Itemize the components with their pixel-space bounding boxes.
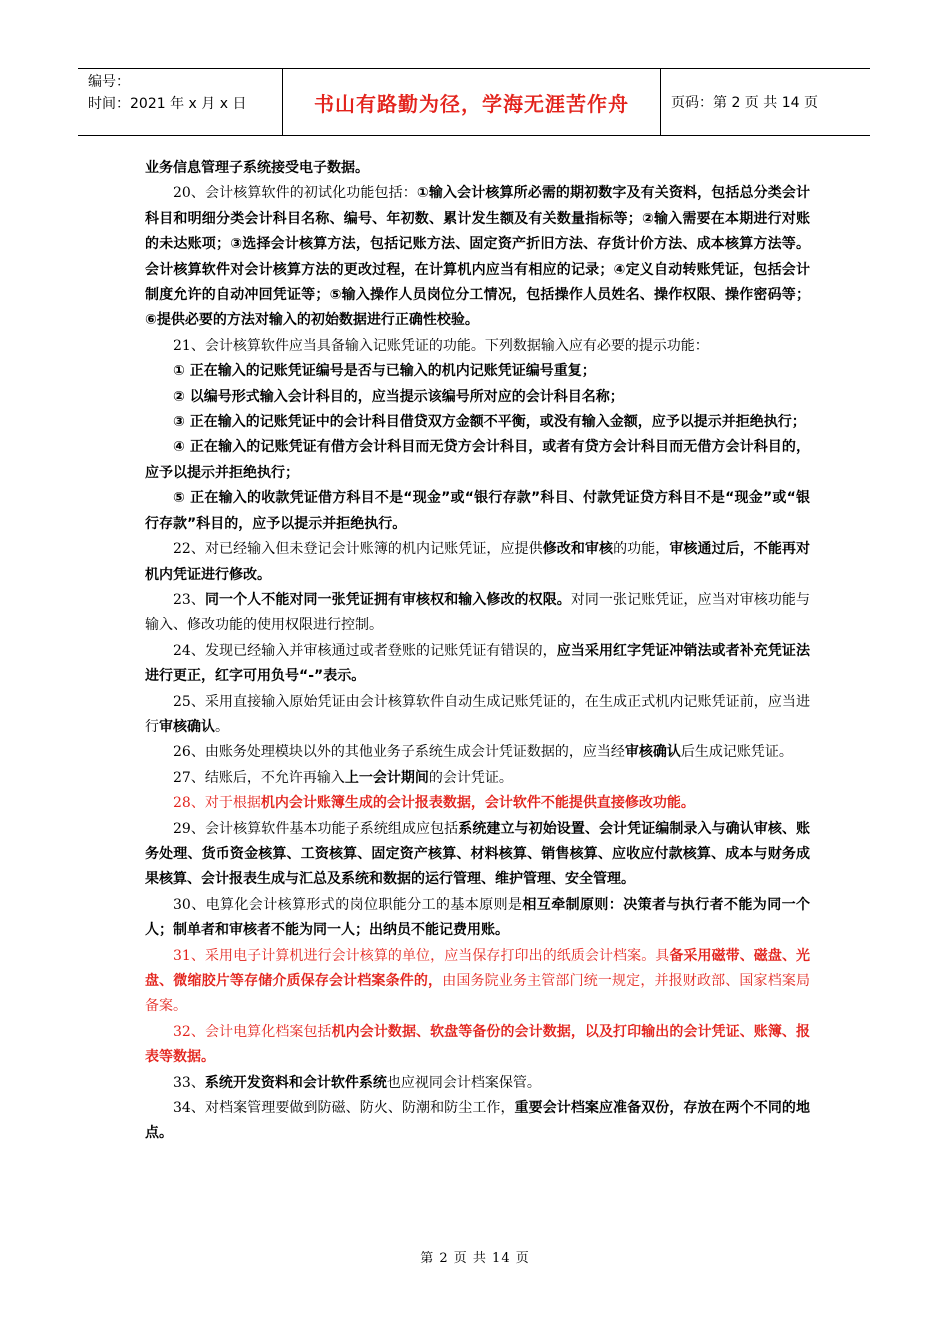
text-run: 上一会计期间 (344, 769, 429, 786)
text-run: 对同一张记账凭证，应当对审核功能与输入、修改功能的使用权限进行控制。 (145, 591, 810, 634)
text-run: ⑤ 正在输入的收款凭证借方科目不是“现金”或“银行存款”科目、付款凭证贷方科目不是“现金”或“银行存款”科目的，应予以提示并拒绝执行。 (145, 490, 810, 532)
text-run: 审核确认 (159, 718, 215, 735)
page-header (78, 68, 870, 136)
page-footer: 第 2 页 共 14 页 (420, 1251, 530, 1266)
text-run: 审核通过后，不能再对机内凭证进行修改。 (145, 541, 811, 583)
text-run: 同一个人不能对同一张凭证拥有审核权和输入修改的权限。 (204, 591, 571, 608)
text-run: 33、 (173, 1074, 205, 1091)
text-run: 31、采用电子计算机进行会计核算的单位，应当保存打印出的纸质会计档案。具 (173, 947, 670, 964)
document-body (145, 156, 810, 1147)
text-run: 的功能， (613, 541, 670, 558)
text-run: 业务信息管理子系统接受电子数据。 (145, 160, 369, 176)
paragraph (145, 639, 810, 690)
text-run: 23、 (173, 591, 205, 608)
paragraph (145, 435, 810, 486)
paragraph (145, 588, 810, 639)
text-run: 25、采用直接输入原始凭证由会计核算软件自动生成记账凭证的，在生成正式机内记账凭证前，应当进行 (145, 693, 810, 735)
paragraph (145, 740, 810, 765)
text-run: 30、电算化会计核算形式的岗位职能分工的基本原则是 (173, 896, 523, 913)
paragraph (145, 359, 810, 384)
paragraph (145, 1096, 810, 1147)
text-run: 由国务院业务主管部门统一规定，并报财政部、国家档案局备案。 (145, 973, 811, 1015)
text-run: 重要会计档案应准备双份，存放在两个不同的地点。 (145, 1100, 810, 1142)
text-run: 系统建立与初始设置、会计凭证编制录入与确认审核、账务处理、货币资金核算、工资核算、固定资产核算、材料核算、销售核算、应收应付款核算、成本与财务成果核算、会计报表生成与汇总及系统和数据的运行管理、维护管理、安全管理。 (145, 820, 810, 888)
text-run: 审核确认 (624, 744, 681, 761)
paragraph (145, 944, 810, 1020)
text-run: ④ 正在输入的记账凭证有借方会计科目而无贷方会计科目，或者有贷方会计科目而无借方会计科目的，应予以提示并拒绝执行； (145, 439, 810, 481)
text-run: 相互牵制原则：决策者与执行者不能为同一个人；制单者和审核者不能为同一人；出纳员不能记费用账。 (145, 896, 810, 939)
text-run: 34、对档案管理要做到防磁、防火、防潮和防尘工作， (173, 1100, 515, 1117)
paragraph (145, 537, 810, 588)
paragraph (145, 156, 810, 181)
paragraph (145, 893, 810, 944)
text-run: 21、会计核算软件应当具备输入记账凭证的功能。下列数据输入应有必要的提示功能： (173, 337, 709, 354)
paragraph (145, 791, 810, 816)
text-run: 29、会计核算软件基本功能子系统组成应包括 (173, 820, 459, 837)
text-run: 机内会计账簿生成的会计报表数据，会计软件不能提供直接修改功能。 (260, 795, 695, 812)
text-run: 。 (215, 718, 229, 735)
paragraph (145, 690, 810, 741)
serial-label: 编号： (88, 74, 130, 90)
paragraph (145, 1020, 810, 1071)
text-run: 28、对于根据 (173, 795, 261, 812)
text-run: ①输入会计核算所必需的期初数字及有关资料，包括总分类会计科目和明细分类会计科目名称、编号、年初数、累计发生额及有关数量指标等；②输入需要在本期进行对账的未达账项；③选择会计核算方法，包括记账方法、固定资产折旧方法、存货计价方法、成本核算方法等。会计核算软件对会计核算方法的更改过程，在计算机内应当有相应的记录；④定义自动转账凭证，包括会计制度允许的自动冲回凭证等；⑤输入操作人员岗位分工情况，包括操作人员姓名、操作权限、操作密码等；⑥提供必要的方法对输入的初始数据进行正确性校验。 (145, 185, 810, 329)
paragraph (145, 334, 810, 359)
paragraph (145, 766, 810, 791)
text-run: 27、结账后，不允许再输入 (173, 769, 345, 786)
paragraph (145, 181, 810, 333)
paragraph (145, 817, 810, 893)
text-run: 也应视同会计档案保管。 (386, 1074, 541, 1091)
text-run: 机内会计数据、软盘等备份的会计数据，以及打印输出的会计凭证、账簿、报表等数据。 (145, 1023, 810, 1066)
text-run: 24、发现已经输入并审核通过或者登账的记账凭证有错误的， (173, 642, 557, 659)
text-run: 的会计凭证。 (428, 769, 513, 786)
paragraph (145, 385, 810, 410)
text-run: 26、由账务处理模块以外的其他业务子系统生成会计凭证数据的，应当经 (173, 744, 625, 761)
paragraph (145, 410, 810, 435)
header-motto: 书山有路勤为径，学海无涯苦作舟 (283, 69, 661, 135)
text-run: 32、会计电算化档案包括 (173, 1023, 332, 1040)
header-meta (78, 69, 283, 135)
text-run: 修改和审核 (542, 541, 614, 558)
text-run: 20、会计核算软件的初试化功能包括： (173, 185, 417, 202)
text-run: 系统开发资料和会计软件系统 (204, 1074, 387, 1091)
text-run: ② 以编号形式输入会计科目的，应当提示该编号所对应的会计科目名称； (173, 388, 624, 405)
paragraph (145, 1071, 810, 1096)
text-run: 应当采用红字凭证冲销法或者补充凭证法进行更正，红字可用负号“-”表示。 (145, 642, 810, 685)
text-run: 22、对已经输入但未登记会计账簿的机内记账凭证，应提供 (173, 541, 543, 558)
text-run: ① 正在输入的记账凭证编号是否与已输入的机内记账凭证编号重复； (173, 363, 596, 380)
paragraph (145, 486, 810, 537)
time-label: 时间：2021 年 x 月 x 日 (88, 96, 247, 112)
text-run: ③ 正在输入的记账凭证中的会计科目借贷双方金额不平衡，或没有输入金额，应予以提示并拒绝执行； (173, 414, 806, 431)
header-page-info: 页码：第 2 页 共 14 页 (671, 95, 818, 111)
text-run: 后生成记账凭证。 (680, 744, 793, 761)
text-run: 备采用磁带、磁盘、光盘、微缩胶片等存储介质保存会计档案条件的， (145, 947, 811, 989)
